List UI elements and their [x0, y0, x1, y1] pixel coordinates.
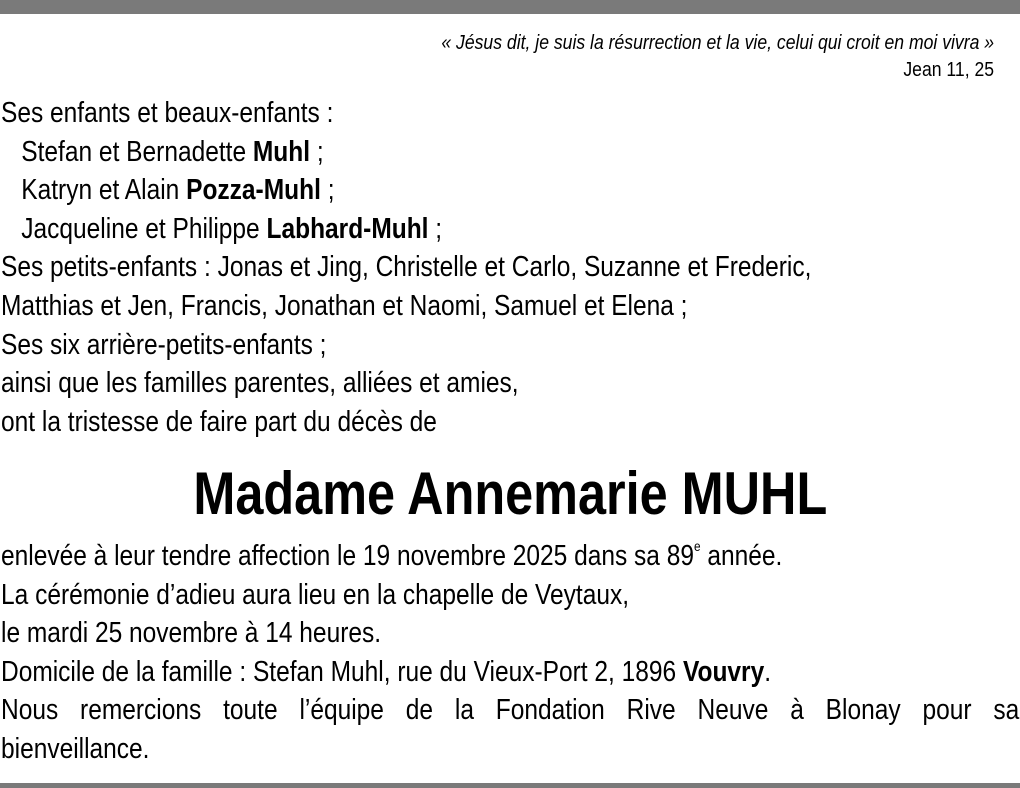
child-line-2 [1, 171, 811, 210]
grandchildren-line-2: Matthias et Jen, Francis, Jonathan et Naomi, Samuel et Elena ; [1, 289, 688, 322]
child-names: Stefan et Bernadette [21, 135, 253, 168]
children-intro: Ses enfants et beaux-enfants : [1, 97, 334, 129]
ceremony-line-2: le mardi 25 novembre à 14 heures. [1, 617, 382, 650]
death-line-text: enlevée à leur tendre affection le 19 novembre 2025 dans sa 89 [1, 540, 694, 572]
child-end: ; [320, 174, 335, 207]
announcement-line: ont la tristesse de faire part du décès de [1, 405, 437, 438]
bible-quote [441, 30, 994, 84]
deceased-name-text: Madame Annemarie MUHL [193, 460, 827, 527]
family-announcement [1, 94, 811, 441]
bottom-border-bar [0, 783, 1020, 788]
child-line-1 [1, 133, 811, 172]
funeral-details [1, 537, 1019, 769]
quote-reference: Jean 11, 25 [903, 59, 994, 81]
child-end: ; [428, 212, 443, 245]
child-names: Katryn et Alain [21, 174, 187, 207]
great-grandchildren-line: Ses six arrière-petits-enfants ; [1, 328, 327, 361]
child-surname: Pozza-Muhl [186, 174, 321, 207]
ordinal-superscript: e [693, 538, 701, 554]
child-surname: Muhl [252, 135, 311, 168]
top-border-bar [0, 0, 1020, 14]
death-line-end: année. [700, 540, 783, 572]
child-line-3 [1, 210, 811, 249]
child-surname: Labhard-Muhl [266, 212, 429, 245]
thanks-line-1: Nous remercions toute l’équipe de la Fondation Rive Neuve à Blonay pour sa [1, 694, 1020, 727]
domicile-line [1, 653, 1019, 692]
domicile-town: Vouvry [682, 655, 765, 688]
relatives-line: ainsi que les familles parentes, alliées et amies, [1, 367, 519, 400]
ceremony-line-1: La cérémonie d’adieu aura lieu en la chapelle de Veytaux, [1, 578, 630, 611]
child-names: Jacqueline et Philippe [21, 212, 267, 245]
thanks-line-2: bienveillance. [1, 732, 150, 765]
quote-text: « Jésus dit, je suis la résurrection et la vie, celui qui croit en moi vivra » [441, 32, 994, 54]
grandchildren-line-1: Ses petits-enfants : Jonas et Jing, Christelle et Carlo, Suzanne et Frederic, [1, 251, 812, 284]
deceased-name [0, 458, 1020, 530]
domicile-end: . [764, 655, 772, 688]
domicile-text: Domicile de la famille : Stefan Muhl, rue du Vieux-Port 2, 1896 [1, 655, 683, 688]
child-end: ; [310, 135, 324, 168]
death-line [1, 537, 1019, 576]
